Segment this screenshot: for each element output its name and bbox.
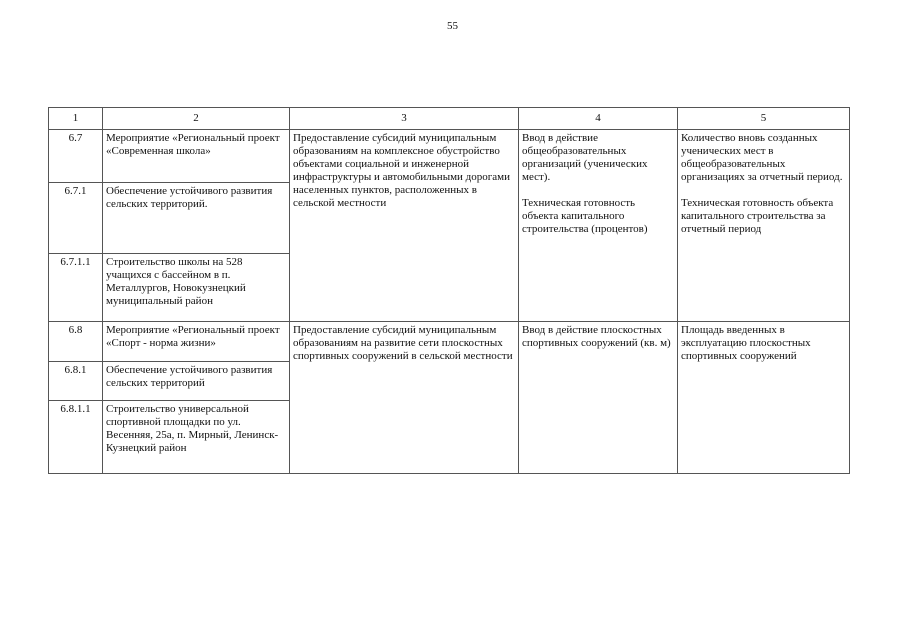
row-number: 6.8 [49, 322, 103, 362]
column-header-4: 4 [519, 108, 678, 130]
row-description: Обеспечение устойчивого развития сельских территорий. [103, 183, 290, 254]
row-number: 6.7.1.1 [49, 254, 103, 322]
row-description: Строительство универсальной спортивной площадки по ул. Весенняя, 25а, п. Мирный, Ленинск-Кузнецкий район [103, 401, 290, 474]
measure-text: Техническая готовность объекта капитального строительства за отчетный период [681, 197, 834, 235]
row-number: 6.7 [49, 130, 103, 183]
subsidy-description: Предоставление субсидий муниципальным образованиям на комплексное обустройство объектами социальной и инженерной инфраструктуры и автомобильными дорогами населенных пунктов, расположенных в сельской местности [290, 130, 519, 322]
row-number: 6.8.1 [49, 362, 103, 401]
column-header-3: 3 [290, 108, 519, 130]
result-measure [678, 130, 850, 322]
table-row [49, 130, 850, 183]
column-header-2: 2 [103, 108, 290, 130]
result-measure: Площадь введенных в эксплуатацию плоскостных спортивных сооружений [678, 322, 850, 474]
row-description: Мероприятие «Региональный проект «Современная школа» [103, 130, 290, 183]
header-row [49, 108, 850, 130]
row-number: 6.7.1 [49, 183, 103, 254]
row-number: 6.8.1.1 [49, 401, 103, 474]
indicator-text: Техническая готовность объекта капитального строительства (процентов) [522, 197, 648, 235]
row-description: Строительство школы на 528 учащихся с бассейном в п. Металлургов, Новокузнецкий муниципальный район [103, 254, 290, 322]
column-header-1: 1 [49, 108, 103, 130]
subsidy-description: Предоставление субсидий муниципальным образованиям на развитие сети плоскостных спортивных сооружений в сельской местности [290, 322, 519, 474]
measures-table [48, 107, 850, 474]
page-number: 55 [447, 20, 458, 32]
row-description: Обеспечение устойчивого развития сельских территорий [103, 362, 290, 401]
table-row [49, 322, 850, 362]
measure-text: Количество вновь созданных ученических мест в общеобразовательных организациях за отчетный период. [681, 132, 843, 183]
indicator-text: Ввод в действие общеобразовательных организаций (ученических мест). [522, 132, 648, 183]
row-description: Мероприятие «Региональный проект «Спорт - норма жизни» [103, 322, 290, 362]
result-indicator: Ввод в действие плоскостных спортивных сооружений (кв. м) [519, 322, 678, 474]
column-header-5: 5 [678, 108, 850, 130]
result-indicator [519, 130, 678, 322]
